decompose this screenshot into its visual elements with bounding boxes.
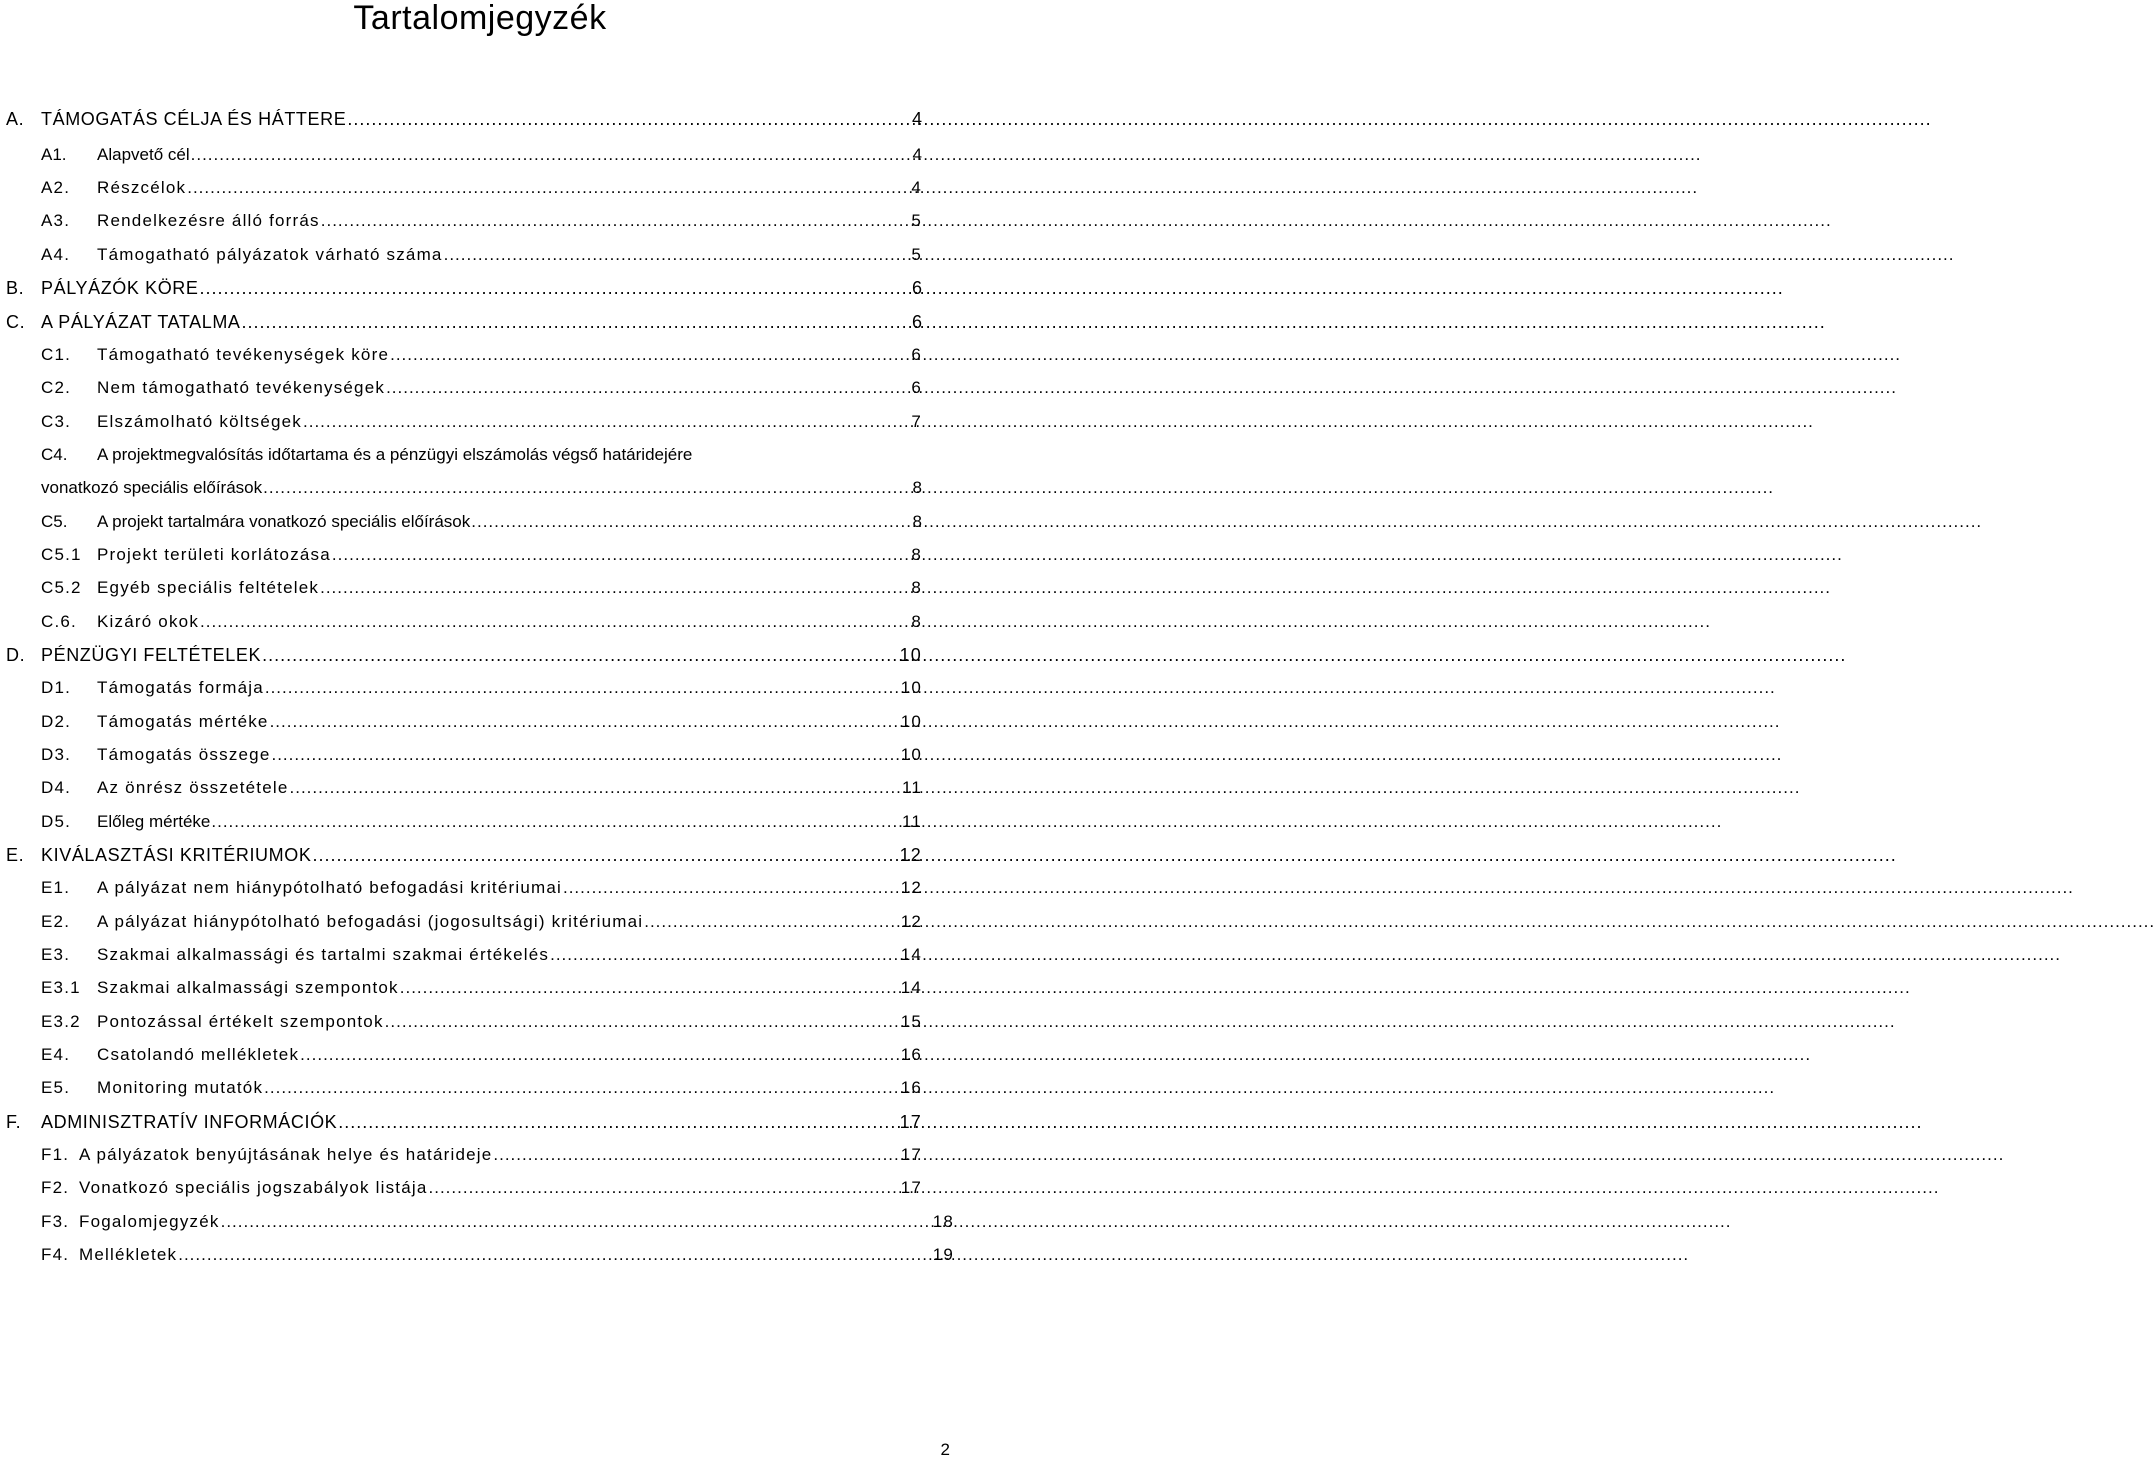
toc-entry[interactable] bbox=[6, 1110, 922, 1134]
toc-entry-page: 14 bbox=[900, 945, 922, 964]
toc-entry-page: 4 bbox=[911, 178, 922, 197]
toc-entry-label: A2. bbox=[41, 178, 71, 197]
toc-leader-dots bbox=[444, 243, 911, 267]
toc-leader-dots bbox=[187, 176, 910, 200]
toc-entry-page: 12 bbox=[899, 845, 922, 865]
toc-entry-text: Nem támogatható tevékenységek bbox=[97, 378, 386, 397]
page-number: 2 bbox=[940, 1440, 950, 1459]
toc-leader-dots bbox=[471, 510, 911, 534]
toc-leader-dots bbox=[321, 209, 911, 233]
toc-entry-text: Előleg mértéke bbox=[97, 812, 211, 831]
toc-entry-page: 17 bbox=[899, 1112, 922, 1132]
toc-entry-text: TÁMOGATÁS CÉLJA ÉS HÁTTERE bbox=[41, 109, 347, 129]
toc-leader-dots bbox=[303, 410, 910, 434]
toc-entry[interactable] bbox=[41, 343, 922, 367]
toc-entry-label: D1. bbox=[41, 678, 72, 697]
toc-entry-page: 14 bbox=[900, 978, 922, 997]
toc-entry-label: E2. bbox=[41, 912, 71, 931]
toc-entry-label: E3.2 bbox=[41, 1012, 81, 1031]
toc-leader-dots bbox=[242, 310, 911, 334]
toc-entry-page: 11 bbox=[901, 812, 922, 831]
toc-entry[interactable] bbox=[6, 643, 922, 667]
toc-entry-label: F1. bbox=[41, 1145, 70, 1164]
toc-entry-label: F2. bbox=[41, 1178, 70, 1197]
toc-entry[interactable] bbox=[41, 743, 922, 767]
toc-entry-label: C.6. bbox=[41, 612, 77, 631]
toc-entry-text: A projektmegvalósítás időtartama és a pénzügyi elszámolás végső határidejére bbox=[97, 445, 693, 464]
toc-leader-dots bbox=[429, 1176, 900, 1200]
toc-entry-label: E4. bbox=[41, 1045, 71, 1064]
toc-entry-text: Pontozással értékelt szempontok bbox=[97, 1012, 384, 1031]
toc-entry-page: 16 bbox=[900, 1045, 922, 1064]
toc-entry-text: Projekt területi korlátozása bbox=[97, 545, 331, 564]
toc-entry-text: Egyéb speciális feltételek bbox=[97, 578, 320, 597]
toc-entry-text: Szakmai alkalmassági szempontok bbox=[97, 978, 399, 997]
toc-entry-text: Támogatható pályázatok várható száma bbox=[97, 245, 443, 264]
toc-entry[interactable] bbox=[6, 310, 922, 334]
toc-leader-dots bbox=[550, 943, 900, 967]
toc-entry[interactable] bbox=[41, 176, 922, 200]
toc-entry-text: Az önrész összetétele bbox=[97, 778, 289, 797]
toc-entry-text: Kizáró okok bbox=[97, 612, 200, 631]
toc-leader-dots bbox=[271, 743, 899, 767]
toc-entry[interactable] bbox=[41, 876, 922, 900]
toc-entry-text: Alapvető cél bbox=[97, 145, 190, 164]
toc-entry-label: A1. bbox=[41, 145, 67, 164]
toc-entry-text: Támogatás összege bbox=[97, 745, 271, 764]
toc-entry[interactable] bbox=[41, 910, 922, 934]
toc-entry-label: E5. bbox=[41, 1078, 71, 1097]
toc-entry[interactable] bbox=[41, 776, 922, 800]
toc-leader-dots bbox=[385, 1010, 900, 1034]
toc-leader-dots bbox=[262, 643, 898, 667]
toc-entry-label: C5.2 bbox=[41, 578, 82, 597]
toc-entry-label: C1. bbox=[41, 345, 72, 364]
toc-leader-dots bbox=[332, 543, 910, 567]
toc-entry[interactable] bbox=[41, 1143, 922, 1167]
toc-entry-page: 8 bbox=[911, 612, 922, 631]
toc-entry-page: 17 bbox=[900, 1178, 922, 1197]
toc-leader-dots bbox=[400, 976, 900, 1000]
toc-entry-label: D5. bbox=[41, 812, 72, 831]
toc-leader-dots bbox=[264, 1076, 900, 1100]
toc-entry[interactable] bbox=[41, 543, 922, 567]
toc-leader-dots bbox=[300, 1043, 900, 1067]
toc-leader-dots bbox=[493, 1143, 899, 1167]
toc-entry[interactable] bbox=[41, 810, 922, 834]
toc-entry[interactable] bbox=[41, 943, 922, 967]
toc-entry-page: 4 bbox=[912, 145, 922, 164]
toc-entry-label: C5. bbox=[41, 512, 68, 531]
toc-leader-dots bbox=[263, 476, 911, 500]
toc-entry-page: 8 bbox=[912, 512, 922, 531]
toc-entry-page: 4 bbox=[911, 109, 922, 129]
toc-entry-page: 6 bbox=[911, 378, 922, 397]
toc-leader-dots bbox=[563, 876, 900, 900]
toc-entry-page: 8 bbox=[911, 578, 922, 597]
toc-entry[interactable] bbox=[41, 1076, 922, 1100]
toc-entry-page: 15 bbox=[900, 1012, 922, 1031]
toc-entry-label: F3. bbox=[41, 1212, 70, 1231]
toc-entry-page: 8 bbox=[912, 478, 922, 497]
toc-entry[interactable] bbox=[41, 1176, 922, 1200]
toc-entry-page: 17 bbox=[900, 1145, 922, 1164]
toc-entry-text: A PÁLYÁZAT TATALMA bbox=[41, 312, 241, 332]
toc-entry-label: D2. bbox=[41, 712, 72, 731]
toc-leader-dots bbox=[265, 676, 900, 700]
toc-entry-text: Elszámolható költségek bbox=[97, 412, 302, 431]
toc-leader-dots bbox=[221, 1210, 932, 1234]
toc-entry[interactable] bbox=[41, 1210, 954, 1234]
toc-entry[interactable] bbox=[41, 510, 922, 534]
toc-leader-dots bbox=[178, 1243, 931, 1267]
toc-entry-text: A pályázatok benyújtásának helye és határideje bbox=[79, 1145, 493, 1164]
toc-entry-text: Mellékletek bbox=[79, 1245, 178, 1264]
toc-leader-dots bbox=[270, 710, 900, 734]
toc-entry-text: PÉNZÜGYI FELTÉTELEK bbox=[41, 645, 262, 665]
toc-entry-page: 6 bbox=[911, 312, 922, 332]
toc-leader-dots bbox=[338, 1110, 898, 1134]
toc-entry-page: 10 bbox=[900, 712, 922, 731]
toc-entry-text: A pályázat nem hiánypótolható befogadási kritériumai bbox=[97, 878, 562, 897]
toc-entry[interactable] bbox=[41, 143, 922, 167]
toc-entry-continuation[interactable] bbox=[41, 476, 922, 500]
toc-entry-page: 16 bbox=[900, 1078, 922, 1097]
toc-entry-text: KIVÁLASZTÁSI KRITÉRIUMOK bbox=[41, 845, 312, 865]
toc-leader-dots bbox=[312, 843, 898, 867]
toc-entry-label: A4. bbox=[41, 245, 71, 264]
toc-entry-text: Szakmai alkalmassági és tartalmi szakmai értékelés bbox=[97, 945, 550, 964]
toc-entry-text: PÁLYÁZÓK KÖRE bbox=[41, 278, 199, 298]
toc-entry-text: Támogatás mértéke bbox=[97, 712, 269, 731]
toc-entry-label: E3. bbox=[41, 945, 71, 964]
toc-entry[interactable] bbox=[41, 576, 922, 600]
toc-entry[interactable] bbox=[41, 1010, 922, 1034]
toc-entry-label: A3. bbox=[41, 211, 71, 230]
toc-entry-page: 6 bbox=[911, 345, 922, 364]
toc-entry-text: Fogalomjegyzék bbox=[79, 1212, 220, 1231]
toc-entry[interactable] bbox=[41, 243, 922, 267]
toc-entry-page: 19 bbox=[932, 1245, 954, 1264]
toc-leader-dots bbox=[200, 610, 910, 634]
toc-entry-page: 11 bbox=[901, 778, 922, 797]
toc-entry-text: Rendelkezésre álló forrás bbox=[97, 211, 320, 230]
toc-entry-text: Támogatható tevékenységek köre bbox=[97, 345, 390, 364]
toc-entry-page: 5 bbox=[911, 211, 922, 230]
toc-entry-label: C4. bbox=[41, 445, 68, 464]
toc-entry-label: E1. bbox=[41, 878, 71, 897]
toc-entry-text: ADMINISZTRATÍV INFORMÁCIÓK bbox=[41, 1112, 338, 1132]
toc-entry-page: 12 bbox=[900, 878, 922, 897]
toc-entry-label: C5.1 bbox=[41, 545, 82, 564]
toc-entry-label: D3. bbox=[41, 745, 72, 764]
toc-entry[interactable] bbox=[6, 276, 922, 300]
toc-leader-dots bbox=[200, 276, 911, 300]
toc-entry[interactable] bbox=[41, 676, 922, 700]
toc-entry[interactable] bbox=[41, 1243, 954, 1267]
toc-entry[interactable] bbox=[41, 209, 922, 233]
toc-entry-label: B. bbox=[6, 278, 25, 298]
toc-entry-label: A. bbox=[6, 109, 25, 129]
toc-entry-text: Csatolandó mellékletek bbox=[97, 1045, 300, 1064]
toc-entry-label: E3.1 bbox=[41, 978, 81, 997]
toc-leader-dots bbox=[290, 776, 901, 800]
toc-leader-dots bbox=[211, 810, 901, 834]
toc-entry[interactable] bbox=[41, 1043, 922, 1067]
toc-entry-text: Támogatás formája bbox=[97, 678, 264, 697]
toc-entry-text: vonatkozó speciális előírások bbox=[41, 478, 263, 497]
toc-entry-label: D. bbox=[6, 645, 26, 665]
toc-entry-label: E. bbox=[6, 845, 25, 865]
toc-entry-text: Vonatkozó speciális jogszabályok listája bbox=[79, 1178, 428, 1197]
toc-entry[interactable] bbox=[41, 710, 922, 734]
toc-entry-label: C. bbox=[6, 312, 26, 332]
toc-entry[interactable] bbox=[6, 843, 922, 867]
toc-entry-label: F. bbox=[6, 1112, 22, 1132]
toc-leader-dots bbox=[644, 910, 899, 934]
toc-entry[interactable] bbox=[41, 443, 922, 467]
toc-entry-page: 8 bbox=[911, 545, 922, 564]
page-title: Tartalomjegyzék bbox=[353, 0, 607, 37]
toc-entry[interactable] bbox=[41, 976, 922, 1000]
toc-entry-label: C3. bbox=[41, 412, 72, 431]
toc-entry-text: A pályázat hiánypótolható befogadási (jogosultsági) kritériumai bbox=[97, 912, 644, 931]
toc-entry-page: 7 bbox=[911, 412, 922, 431]
toc-entry[interactable] bbox=[6, 107, 922, 131]
toc-entry-label: D4. bbox=[41, 778, 72, 797]
toc-entry-page: 12 bbox=[900, 912, 922, 931]
toc-entry-text: Monitoring mutatók bbox=[97, 1078, 264, 1097]
toc-entry-page: 10 bbox=[899, 645, 922, 665]
toc-entry-label: C2. bbox=[41, 378, 72, 397]
toc-leader-dots bbox=[191, 143, 912, 167]
toc-leader-dots bbox=[320, 576, 910, 600]
toc-leader-dots bbox=[386, 376, 910, 400]
toc-entry-label: F4. bbox=[41, 1245, 70, 1264]
toc-entry-page: 10 bbox=[900, 678, 922, 697]
toc-entry[interactable] bbox=[41, 376, 922, 400]
toc-entry-text: A projekt tartalmára vonatkozó speciális előírások bbox=[97, 512, 471, 531]
toc-entry-page: 10 bbox=[900, 745, 922, 764]
toc-leader-dots bbox=[390, 343, 910, 367]
toc-entry-text: Részcélok bbox=[97, 178, 187, 197]
toc-entry-page: 18 bbox=[932, 1212, 954, 1231]
toc-entry-page: 5 bbox=[911, 245, 922, 264]
toc-leader-dots bbox=[347, 107, 911, 131]
toc-entry[interactable] bbox=[41, 410, 922, 434]
toc-entry[interactable] bbox=[41, 610, 922, 634]
toc-entry-page: 6 bbox=[911, 278, 922, 298]
